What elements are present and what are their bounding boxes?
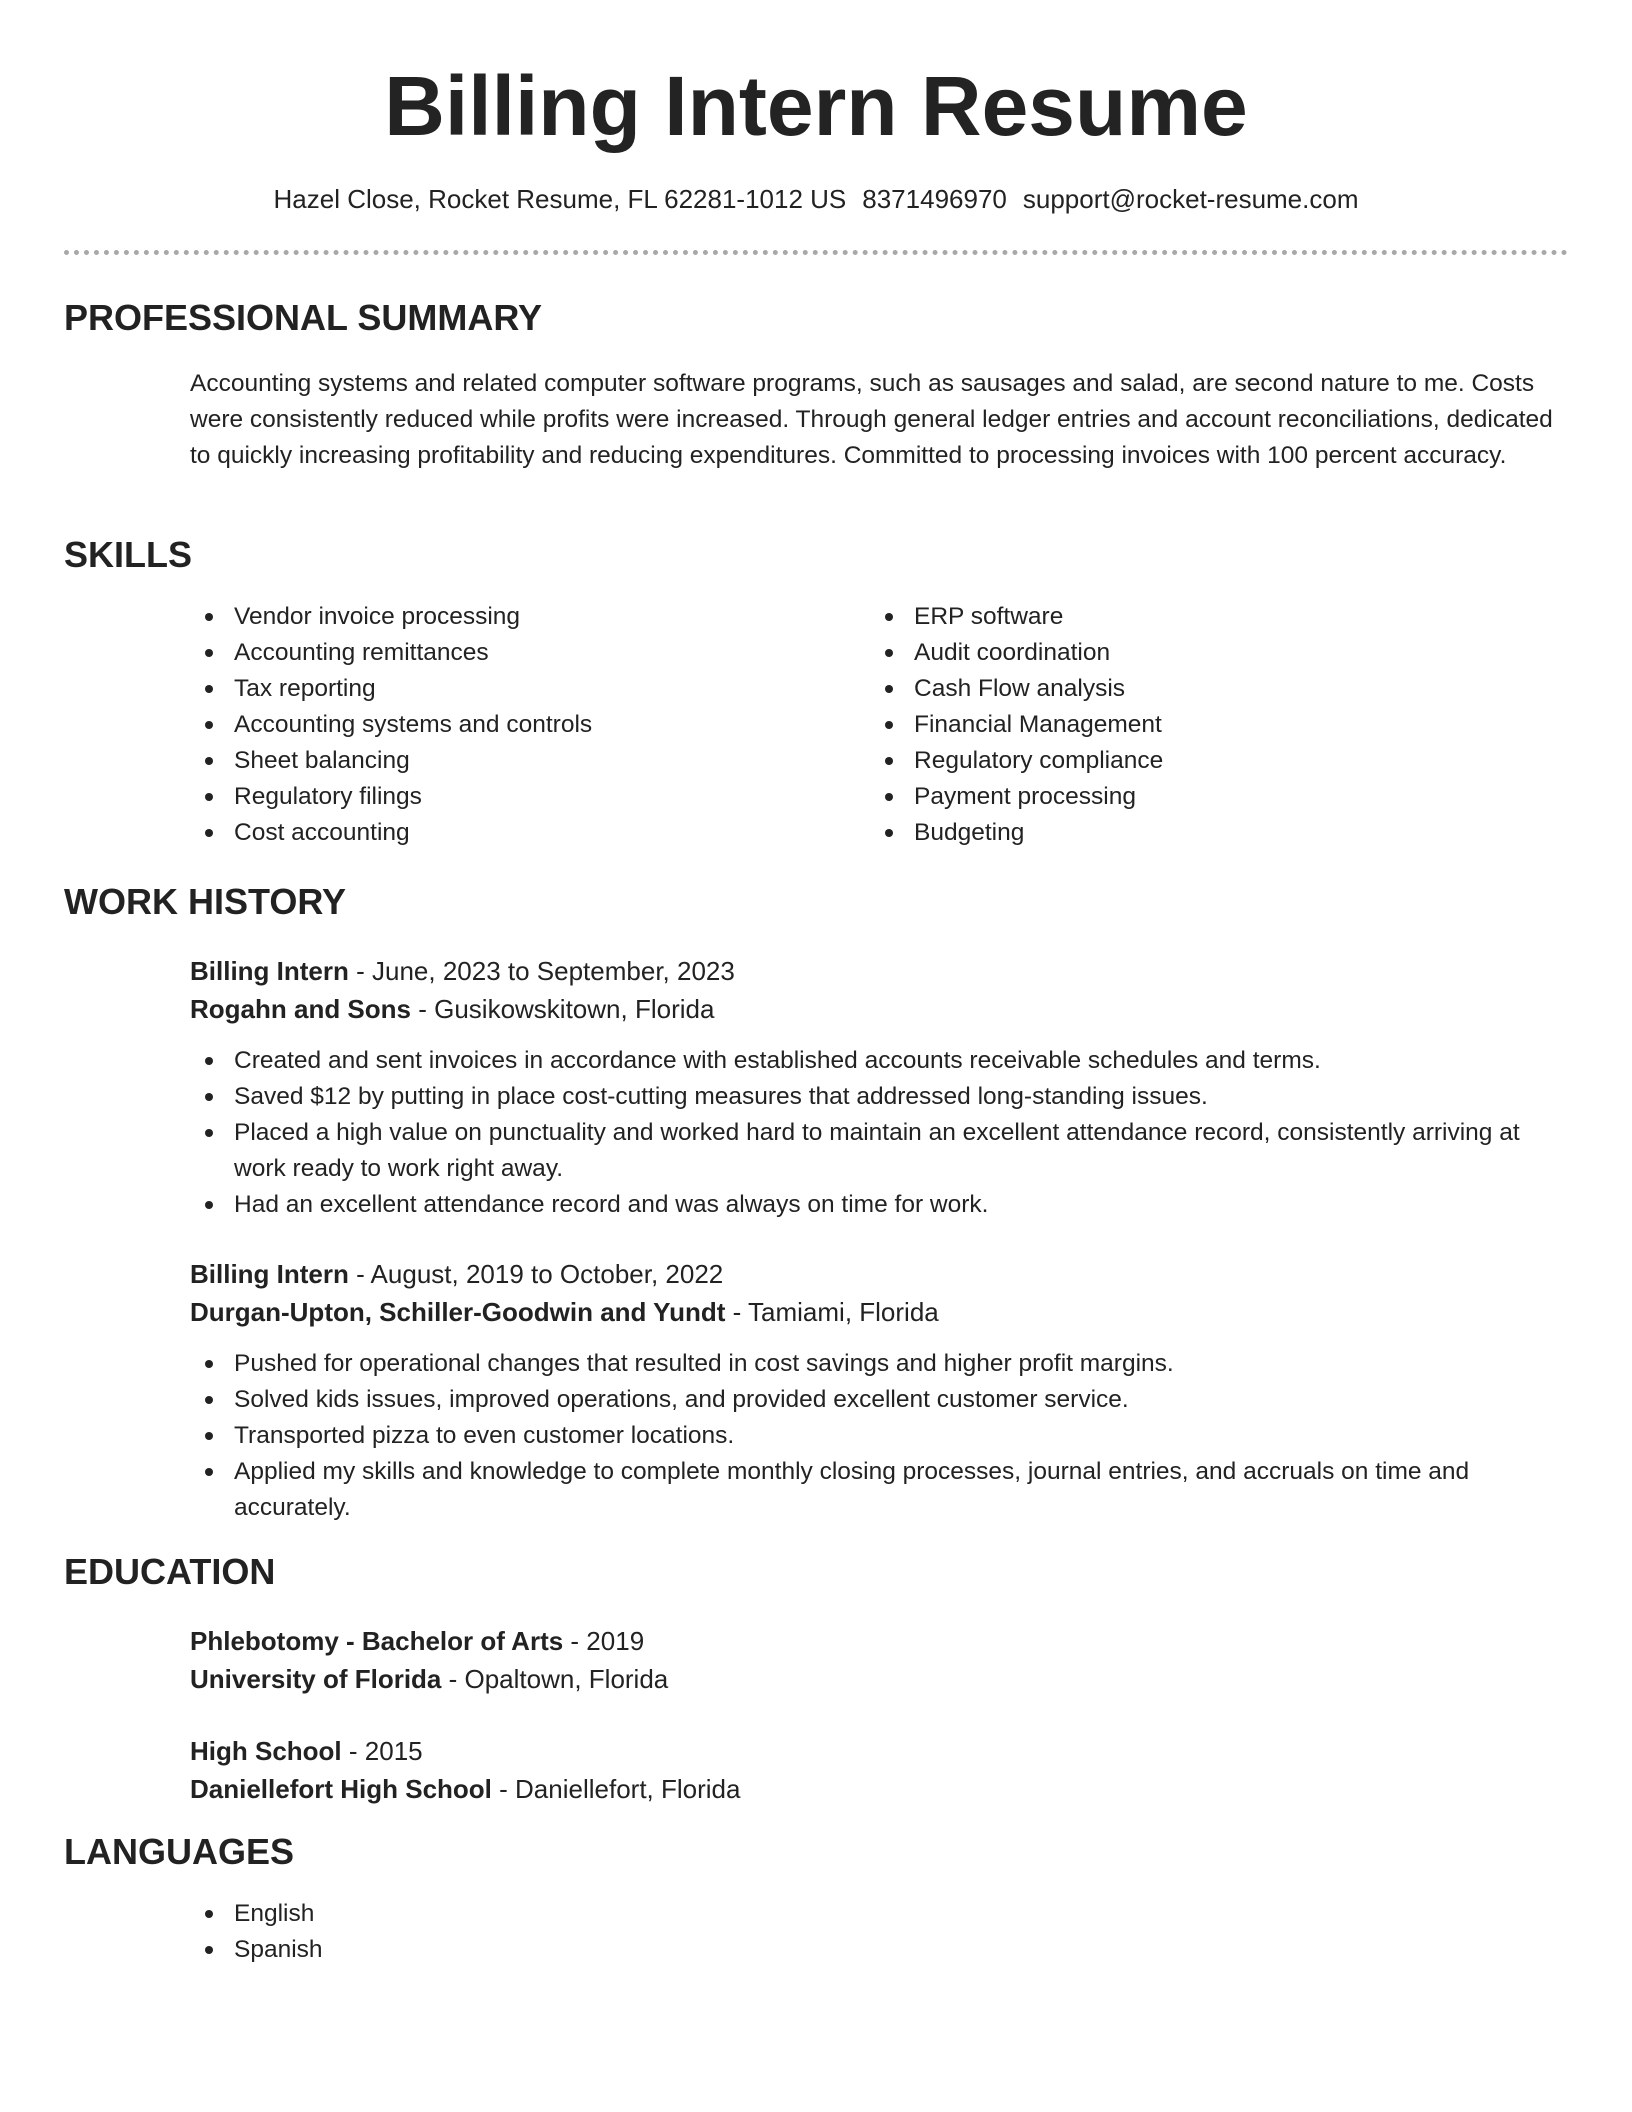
bullet-icon [205,1910,213,1918]
job-company-line [190,1293,939,1331]
bullet-icon [885,685,893,693]
work-heading: WORK HISTORY [64,881,347,922]
job-duty: Created and sent invoices in accordance with established accounts receivable schedules and terms. [190,1043,1570,1079]
education-school-line [190,1770,740,1808]
skill-item: Regulatory compliance [870,743,1510,779]
contact-line [0,180,1632,218]
bullet-icon [885,793,893,801]
skill-item: Payment processing [870,779,1510,815]
education-school: Daniellefort High School [190,1774,492,1804]
education-degree: High School [190,1736,342,1766]
bullet-icon [205,685,213,693]
skill-item: Accounting remittances [190,635,830,671]
education-school: University of Florida [190,1664,442,1694]
bullet-icon [205,793,213,801]
education-school-line [190,1660,668,1698]
job-title-line [190,1255,723,1293]
skill-item: Regulatory filings [190,779,830,815]
job-duty: Applied my skills and knowledge to complete monthly closing processes, journal entries, and accruals on time and accurately. [190,1454,1570,1526]
languages-list [190,1896,830,1968]
bullet-icon [885,757,893,765]
skill-item: Vendor invoice processing [190,599,830,635]
contact-phone: 8371496970 [862,184,1007,214]
bullet-icon [205,613,213,621]
job-title-line [190,952,735,990]
language-item: Spanish [190,1932,830,1968]
summary-text: Accounting systems and related computer software programs, such as sausages and salad, are second nature to me. Costs were consistently reduced while profits were increased. Through general ledger entries and account reconciliations, dedicated to quickly increasing profitability and reducing expenditures. Committed to processing invoices with 100 percent accuracy. [190,370,1553,469]
job-location: - Gusikowskitown, Florida [411,994,715,1024]
contact-address: Hazel Close, Rocket Resume, FL 62281-1012 US [273,184,847,214]
summary-heading: PROFESSIONAL SUMMARY [64,297,543,338]
skill-item: Budgeting [870,815,1510,851]
bullet-icon [205,757,213,765]
job-duty: Had an excellent attendance record and was always on time for work. [190,1187,1570,1223]
skill-item: Accounting systems and controls [190,707,830,743]
job-company: Rogahn and Sons [190,994,411,1024]
job-duties-list [190,1346,1570,1526]
skill-item: Cash Flow analysis [870,671,1510,707]
bullet-icon [205,829,213,837]
education-degree-line [190,1622,644,1660]
job-duty: Pushed for operational changes that resulted in cost savings and higher profit margins. [190,1346,1570,1382]
education-degree: Phlebotomy - Bachelor of Arts [190,1626,564,1656]
skill-item: Audit coordination [870,635,1510,671]
bullet-icon [885,613,893,621]
job-company-line [190,990,714,1028]
bullet-icon [205,1129,213,1137]
skills-list-left [190,599,830,851]
bullet-icon [885,829,893,837]
skill-item: Financial Management [870,707,1510,743]
job-dates: - June, 2023 to September, 2023 [348,956,735,986]
bullet-icon [205,1396,213,1404]
bullet-icon [205,1201,213,1209]
education-year: - 2019 [563,1626,645,1656]
skill-item: ERP software [870,599,1510,635]
job-dates: - August, 2019 to October, 2022 [348,1259,724,1289]
skill-item: Cost accounting [190,815,830,851]
job-duty: Placed a high value on punctuality and worked hard to maintain an excellent attendance record, consistently arriving at work ready to work right away. [190,1115,1570,1187]
job-duties-list [190,1043,1570,1223]
resume-title: Billing Intern Resume [384,59,1248,153]
bullet-icon [205,1946,213,1954]
skill-item: Sheet balancing [190,743,830,779]
education-heading: EDUCATION [64,1551,276,1592]
skills-heading: SKILLS [64,534,193,575]
language-item: English [190,1896,830,1932]
contact-email: support@rocket-resume.com [1022,184,1359,214]
education-location: - Daniellefort, Florida [491,1774,741,1804]
bullet-icon [205,1093,213,1101]
skill-item: Tax reporting [190,671,830,707]
bullet-icon [885,649,893,657]
job-duty: Solved kids issues, improved operations, and provided excellent customer service. [190,1382,1570,1418]
education-degree-line [190,1732,423,1770]
header-divider [64,250,1568,255]
bullet-icon [885,721,893,729]
bullet-icon [205,1432,213,1440]
job-duty: Transported pizza to even customer locations. [190,1418,1570,1454]
education-location: - Opaltown, Florida [441,1664,669,1694]
job-title: Billing Intern [190,956,349,986]
bullet-icon [205,649,213,657]
job-location: - Tamiami, Florida [725,1297,939,1327]
bullet-icon [205,721,213,729]
bullet-icon [205,1360,213,1368]
job-title: Billing Intern [190,1259,349,1289]
job-company: Durgan-Upton, Schiller-Goodwin and Yundt [190,1297,726,1327]
job-duty: Saved $12 by putting in place cost-cutting measures that addressed long-standing issues. [190,1079,1570,1115]
education-year: - 2015 [341,1736,423,1766]
bullet-icon [205,1468,213,1476]
languages-heading: LANGUAGES [64,1831,295,1872]
bullet-icon [205,1057,213,1065]
skills-list-right [870,599,1510,851]
